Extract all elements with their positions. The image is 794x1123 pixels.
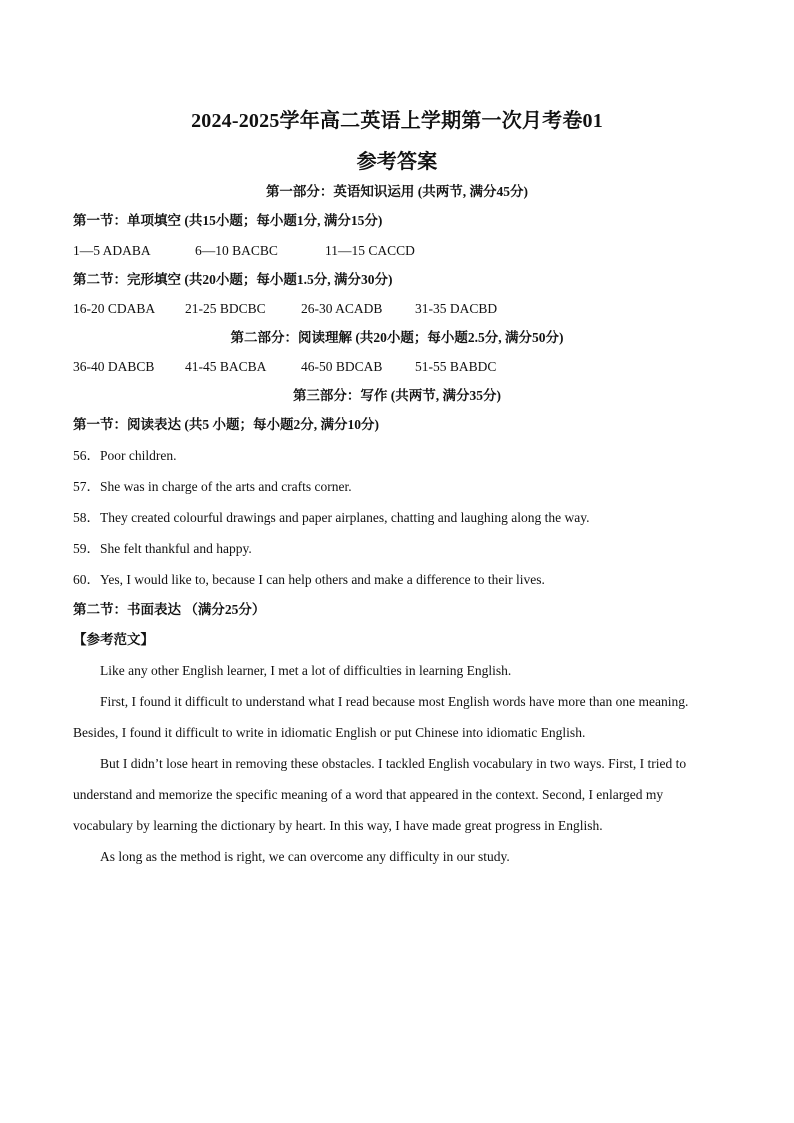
part1-section2-heading: 第二节：完形填空 (共20小题；每小题1.5分, 满分30分) (73, 272, 393, 287)
answer-group: 41-45 BACBA (185, 359, 267, 374)
answer-group: 21-25 BDCBC (185, 301, 266, 316)
answer-group: 46-50 BDCAB (301, 359, 383, 374)
essay-line: As long as the method is right, we can overcome any difficulty in our study. (100, 849, 510, 864)
reading-answer-59: 59．She felt thankful and happy. (73, 541, 252, 556)
part1-section1-heading: 第一节：单项填空 (共15小题；每小题1分, 满分15分) (73, 213, 383, 228)
document-title: 2024-2025学年高二英语上学期第一次月考卷01 (191, 110, 603, 132)
part1-section2-answers (73, 300, 497, 318)
part3-section1-heading: 第一节：阅读表达 (共5 小题；每小题2分, 满分10分) (73, 417, 379, 432)
document-subtitle: 参考答案 (356, 151, 438, 173)
answer-group: 1—5 ADABA (73, 243, 151, 258)
reading-answer-60: 60．Yes, I would like to, because I can help others and make a difference to their lives. (73, 572, 545, 587)
sample-essay-label: 【参考范文】 (73, 632, 154, 647)
essay-line: vocabulary by learning the dictionary by heart. In this way, I have made great progress in English. (73, 818, 603, 833)
essay-line: Like any other English learner, I met a lot of difficulties in learning English. (100, 663, 512, 678)
answer-group: 11—15 CACCD (325, 243, 415, 258)
reading-answer-56: 56．Poor children. (73, 448, 177, 463)
reading-answer-58: 58．They created colourful drawings and paper airplanes, chatting and laughing along the way. (73, 510, 590, 525)
reading-answer-57: 57．She was in charge of the arts and crafts corner. (73, 479, 352, 494)
answer-group: 36-40 DABCB (73, 359, 155, 374)
essay-line: Besides, I found it difficult to write in idiomatic English or put Chinese into idiomatic English. (73, 725, 586, 740)
part2-heading: 第二部分：阅读理解 (共20小题；每小题2.5分, 满分50分) (230, 330, 564, 345)
part2-answers (73, 358, 496, 376)
part1-section1-answers (73, 242, 415, 260)
answer-group: 51-55 BABDC (415, 359, 497, 374)
part3-section2-heading: 第二节：书面表达 （满分25分） (73, 602, 266, 617)
part1-heading: 第一部分：英语知识运用 (共两节, 满分45分) (265, 184, 529, 199)
answer-group: 16-20 CDABA (73, 301, 156, 316)
part3-heading: 第三部分：写作 (共两节, 满分35分) (292, 388, 502, 403)
answer-group: 6—10 BACBC (195, 243, 278, 258)
essay-line: understand and memorize the specific meaning of a word that appeared in the context. Second, I enlarged my (73, 787, 664, 802)
answer-group: 31-35 DACBD (415, 301, 498, 316)
essay-line: But I didn’t lose heart in removing these obstacles. I tackled English vocabulary in two ways. First, I tried to (100, 756, 687, 771)
answer-group: 26-30 ACADB (301, 301, 383, 316)
essay-line: First, I found it difficult to understand what I read because most English words have more than one meaning. (100, 694, 689, 709)
